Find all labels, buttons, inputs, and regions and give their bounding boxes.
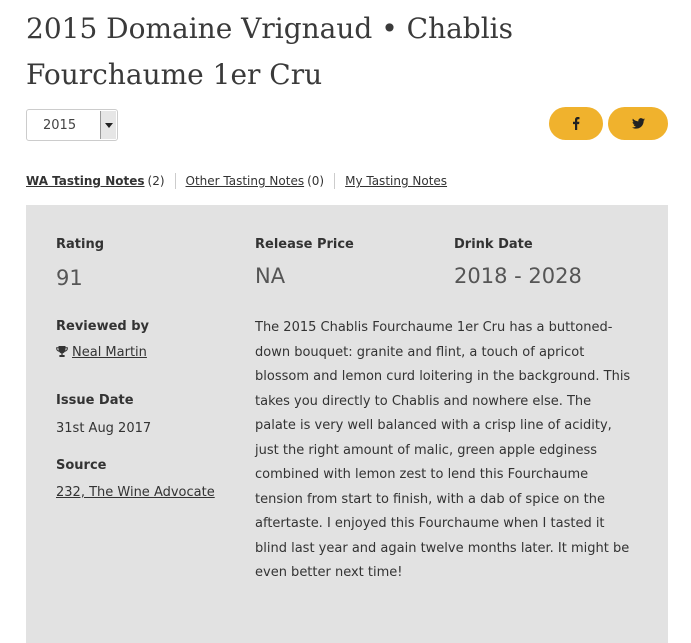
vintage-select-value: 2015: [43, 118, 77, 133]
rating-label: Rating: [56, 237, 105, 252]
tasting-note-text: The 2015 Chablis Fourchaume 1er Cru has a buttoned-down bouquet: granite and flint, a touch of apricot blossom and lemon curd loitering in the background. This takes you directly to Chablis and nowhere else. The palate is very well balanced with a crisp line of acidity, just the right amount of malic, green apple edginess combined with lemon zest to lend this Fourchaume tension from start to finish, with a dab of spice on the aftertaste. I enjoyed this Fourchaume when I tasted it blind last year and again twelve months later. It might be even better next time!: [255, 320, 631, 580]
release-price-label: Release Price: [255, 237, 354, 252]
issue-date-label: Issue Date: [56, 393, 134, 408]
reviewed-by-label: Reviewed by: [56, 319, 150, 334]
tab-count: (0): [307, 174, 325, 188]
tab-count: (2): [147, 174, 165, 188]
source-link[interactable]: 232, The Wine Advocate: [56, 485, 215, 500]
release-price-value: NA: [255, 264, 286, 288]
tab-label[interactable]: My Tasting Notes: [345, 174, 448, 188]
tasting-notes-tabs: [26, 173, 457, 189]
tab-wa-tasting-notes[interactable]: [26, 173, 175, 189]
tasting-note-panel: [26, 205, 668, 643]
issue-date-value: 31st Aug 2017: [56, 421, 152, 436]
rating-value: 91: [56, 266, 83, 290]
tab-label[interactable]: Other Tasting Notes: [185, 174, 305, 188]
facebook-icon: [572, 117, 580, 130]
facebook-share-button[interactable]: [549, 107, 603, 140]
tab-other-tasting-notes[interactable]: [175, 173, 335, 189]
vintage-select[interactable]: [26, 109, 118, 141]
drink-date-label: Drink Date: [454, 237, 533, 252]
reviewer: [56, 345, 147, 360]
tab-my-tasting-notes[interactable]: [334, 173, 457, 189]
twitter-share-button[interactable]: [608, 107, 668, 140]
page-title: 2015 Domaine Vrignaud • Chablis Fourchaume 1er Cru: [26, 12, 514, 91]
source-label: Source: [56, 458, 107, 473]
reviewer-link[interactable]: Neal Martin: [72, 345, 147, 360]
chevron-down-icon[interactable]: [100, 111, 116, 139]
trophy-icon: [56, 346, 68, 357]
twitter-icon: [632, 118, 645, 129]
drink-date-value: 2018 - 2028: [454, 264, 582, 288]
tab-label[interactable]: WA Tasting Notes: [26, 174, 145, 188]
